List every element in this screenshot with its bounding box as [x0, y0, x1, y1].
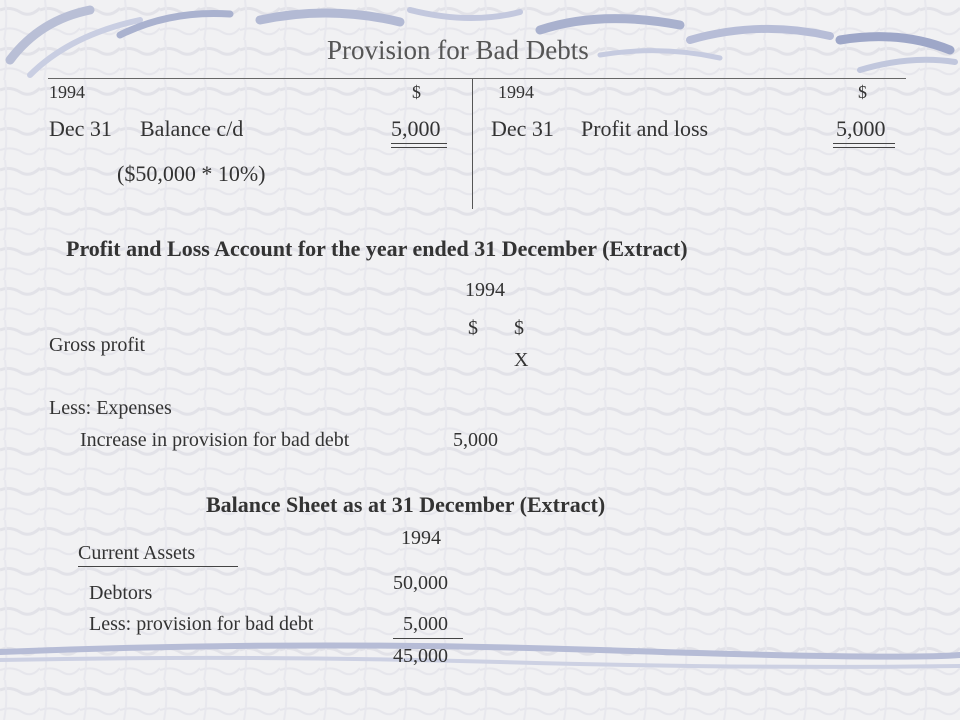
right-year: 1994	[498, 82, 534, 102]
bs-current-assets: Current Assets	[78, 542, 196, 564]
pl-gross-profit-label: Gross profit	[49, 334, 146, 356]
left-double-underline-1	[391, 143, 447, 144]
right-entry-label: Profit and loss	[581, 116, 709, 141]
pl-increase-value: 5,000	[453, 429, 498, 451]
bs-debtors-value: 50,000	[393, 572, 448, 594]
pl-currency-2: $	[514, 317, 524, 339]
page-title: Provision for Bad Debts	[327, 35, 589, 65]
pl-gross-profit-value: X	[514, 349, 529, 371]
pl-currency-1: $	[468, 317, 478, 339]
bs-year: 1994	[401, 527, 441, 549]
right-double-underline-2	[833, 147, 895, 148]
t-account-top-rule	[48, 78, 906, 79]
bs-less-provision-label: Less: provision for bad debt	[89, 613, 314, 635]
bs-net-value: 45,000	[393, 645, 448, 667]
left-double-underline-2	[391, 147, 447, 148]
pl-heading: Profit and Loss Account for the year ended 31 December (Extract)	[66, 236, 688, 261]
bs-heading: Balance Sheet as at 31 December (Extract)	[206, 492, 606, 517]
left-entry-label: Balance c/d	[140, 116, 244, 141]
bs-current-assets-underline	[78, 566, 238, 567]
left-year: 1994	[49, 82, 85, 102]
pl-increase-label: Increase in provision for bad debt	[80, 429, 350, 451]
pl-year: 1994	[465, 279, 505, 301]
left-calc-note: ($50,000 * 10%)	[117, 161, 266, 186]
right-currency: $	[858, 82, 867, 102]
right-entry-amount: 5,000	[836, 116, 886, 141]
pl-less-expenses: Less: Expenses	[49, 397, 172, 419]
left-currency: $	[412, 82, 421, 102]
right-double-underline-1	[833, 143, 895, 144]
bs-less-provision-value: 5,000	[403, 613, 448, 635]
bs-debtors-label: Debtors	[89, 582, 153, 604]
left-entry-amount: 5,000	[391, 116, 441, 141]
right-entry-date: Dec 31	[491, 116, 554, 141]
t-account-divider	[472, 79, 473, 209]
left-entry-date: Dec 31	[49, 116, 112, 141]
bs-subtotal-rule	[393, 638, 463, 639]
